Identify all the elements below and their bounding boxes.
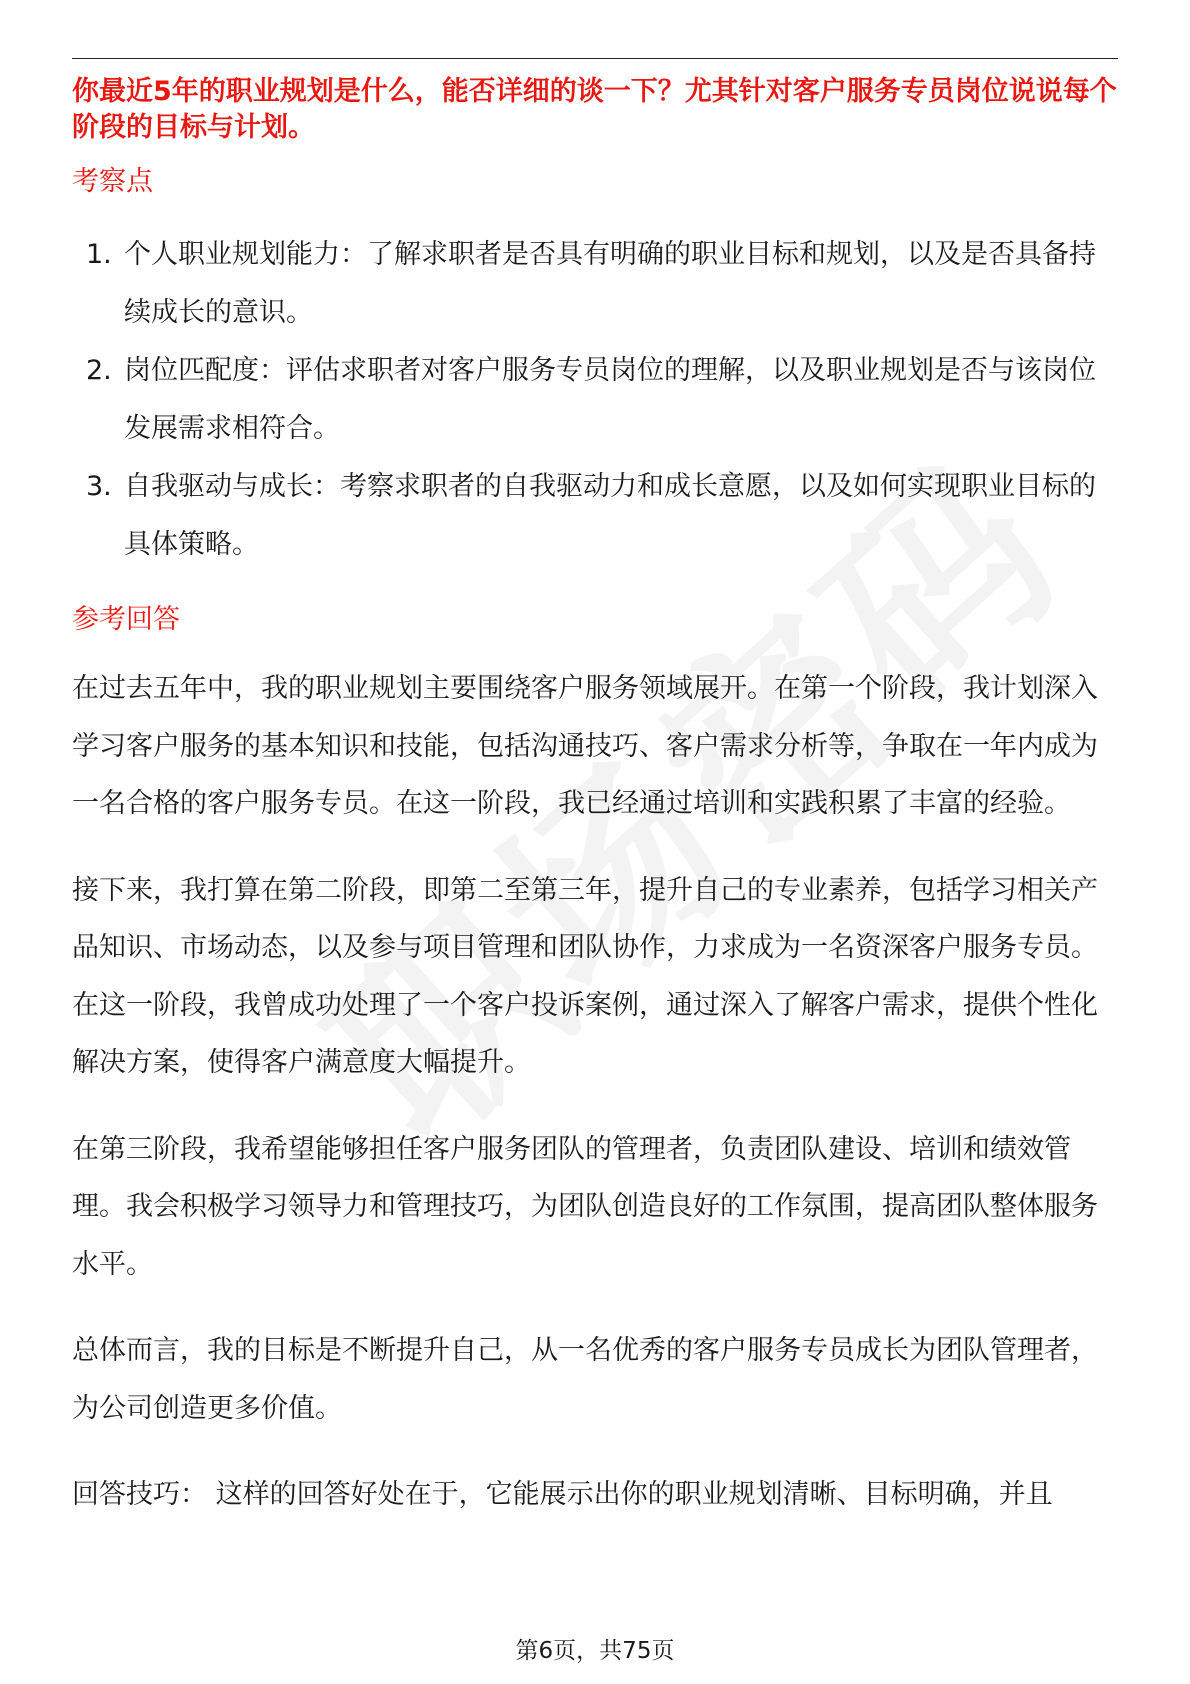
section-title-examination-points: 考察点 [72, 166, 153, 197]
examination-points-list [72, 226, 1118, 574]
list-item-number: 1. [86, 239, 112, 270]
answer-paragraph: 在过去五年中，我的职业规划主要围绕客户服务领域展开。在第一个阶段，我计划深入学习客户服务的基本知识和技能，包括沟通技巧、客户需求分析等，争取在一年内成为一名合格的客户服务专员。在这一阶段，我已经通过培训和实践积累了丰富的经验。 [72, 673, 1098, 819]
list-item [72, 342, 1118, 458]
list-item-text: 个人职业规划能力：了解求职者是否具有明确的职业目标和规划，以及是否具备持续成长的意识。 [124, 239, 1096, 328]
answer-paragraph: 在第三阶段，我希望能够担任客户服务团队的管理者，负责团队建设、培训和绩效管理。我会积极学习领导力和管理技巧，为团队创造良好的工作氛围，提高团队整体服务水平。 [72, 1133, 1098, 1280]
list-item-number: 2. [86, 355, 112, 386]
answer-paragraph: 接下来，我打算在第二阶段，即第二至第三年，提升自己的专业素养，包括学习相关产品知识、市场动态，以及参与项目管理和团队协作，力求成为一名资深客户服务专员。在这一阶段，我曾成功处理了一个客户投诉案例，通过深入了解客户需求，提供个性化解决方案，使得客户满意度大幅提升。 [72, 874, 1098, 1078]
list-item [72, 226, 1118, 342]
page-content [72, 74, 1118, 1553]
list-item-text: 自我驱动与成长：考察求职者的自我驱动力和成长意愿，以及如何实现职业目标的具体策略。 [124, 471, 1096, 560]
answer-tips-paragraph: 回答技巧： 这样的回答好处在于，它能展示出你的职业规划清晰、目标明确，并且 [72, 1479, 1053, 1510]
list-item [72, 458, 1118, 574]
list-item-number: 3. [86, 471, 112, 502]
page-number-footer: 第6页，共75页 [515, 1638, 675, 1664]
header-rule [72, 58, 1118, 59]
question-heading: 你最近5年的职业规划是什么，能否详细的谈一下？尤其针对客户服务专员岗位说说每个阶段的目标与计划。 [72, 76, 1117, 143]
section-title-reference-answer: 参考回答 [72, 604, 180, 635]
list-item-text: 岗位匹配度：评估求职者对客户服务专员岗位的理解，以及职业规划是否与该岗位发展需求相符合。 [124, 355, 1096, 444]
answer-paragraph: 总体而言，我的目标是不断提升自己，从一名优秀的客户服务专员成长为团队管理者，为公司创造更多价值。 [72, 1335, 1098, 1424]
